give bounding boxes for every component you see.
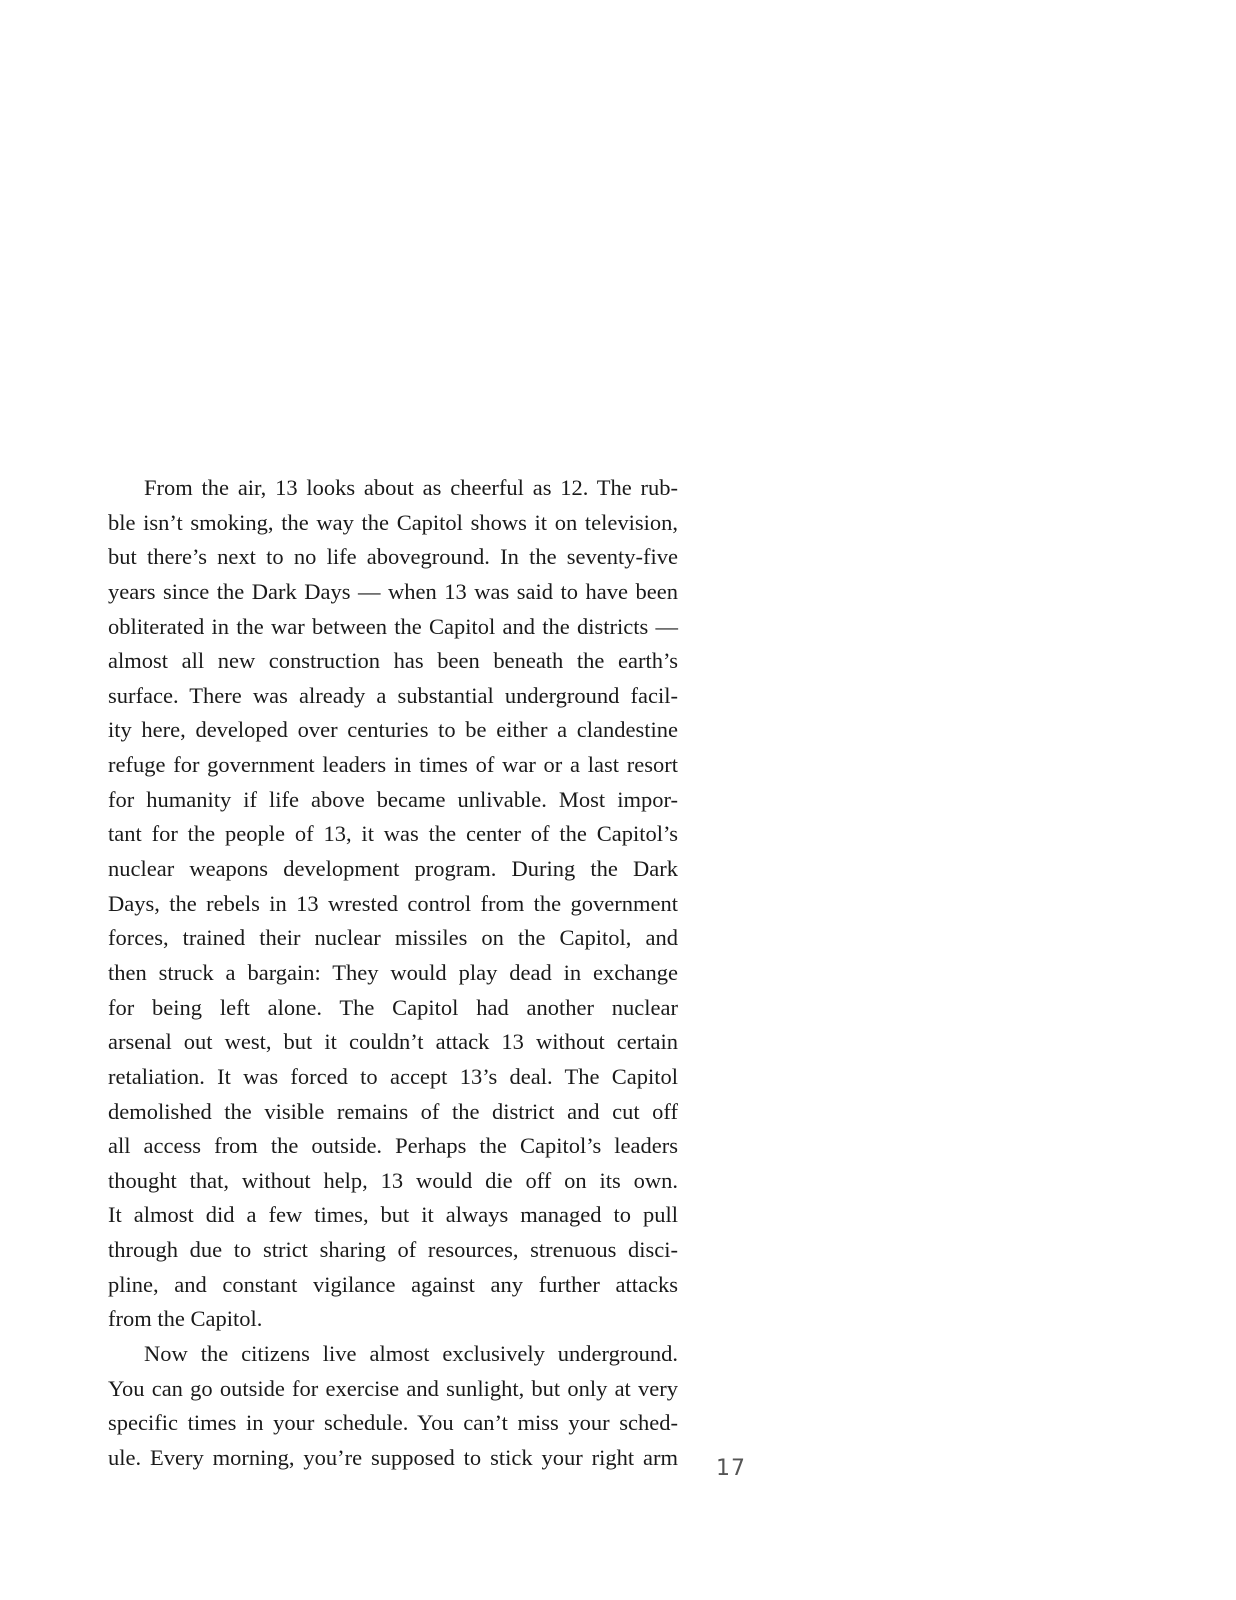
text-line: all access from the outside. Perhaps the Capitol’s leaders bbox=[108, 1133, 678, 1159]
text-line: for being left alone. The Capitol had another nuclear bbox=[108, 994, 678, 1020]
text-line: years since the Dark Days — when 13 was said to have been bbox=[108, 578, 678, 604]
text-line: From the air, 13 looks about as cheerful as 12. The rub- bbox=[144, 475, 678, 500]
text-line: retaliation. It was forced to accept 13’s deal. The Capitol bbox=[108, 1063, 678, 1089]
text-line: ule. Every morning, you’re supposed to stick your right arm bbox=[108, 1444, 678, 1470]
text-line: It almost did a few times, but it always managed to pull bbox=[108, 1202, 678, 1228]
page-number: 17 bbox=[716, 1456, 746, 1481]
text-line: surface. There was already a substantial underground facil- bbox=[108, 682, 678, 708]
text-line: from the Capitol. bbox=[108, 1306, 263, 1332]
text-line: ble isn’t smoking, the way the Capitol shows it on television, bbox=[108, 509, 678, 535]
text-line: arsenal out west, but it couldn’t attack 13 without certain bbox=[108, 1029, 678, 1055]
text-line: pline, and constant vigilance against any further attacks bbox=[108, 1271, 678, 1297]
text-line: You can go outside for exercise and sunlight, but only at very bbox=[108, 1375, 678, 1401]
text-line: Now the citizens live almost exclusively underground. bbox=[144, 1341, 678, 1367]
text-line: tant for the people of 13, it was the center of the Capitol’s bbox=[108, 821, 678, 847]
text-line: specific times in your schedule. You can’t miss your sched- bbox=[108, 1410, 678, 1436]
text-line: for humanity if life above became unlivable. Most impor- bbox=[108, 786, 678, 812]
text-line: nuclear weapons development program. During the Dark bbox=[108, 856, 678, 882]
text-line: obliterated in the war between the Capitol and the districts — bbox=[108, 613, 678, 639]
text-line: but there’s next to no life aboveground. In the seventy-five bbox=[108, 544, 678, 570]
text-line: refuge for government leaders in times of war or a last resort bbox=[108, 752, 678, 778]
text-line: Days, the rebels in 13 wrested control from the government bbox=[108, 890, 678, 916]
text-line: through due to strict sharing of resources, strenuous disci- bbox=[108, 1237, 678, 1263]
body-text bbox=[108, 471, 678, 1476]
text-line: ity here, developed over centuries to be either a clandestine bbox=[108, 717, 678, 743]
text-line: demolished the visible remains of the district and cut off bbox=[108, 1098, 678, 1124]
text-line: almost all new construction has been beneath the earth’s bbox=[108, 648, 678, 674]
text-line: forces, trained their nuclear missiles on the Capitol, and bbox=[108, 925, 678, 951]
text-line: then struck a bargain: They would play dead in exchange bbox=[108, 959, 678, 985]
text-line: thought that, without help, 13 would die off on its own. bbox=[108, 1167, 678, 1193]
